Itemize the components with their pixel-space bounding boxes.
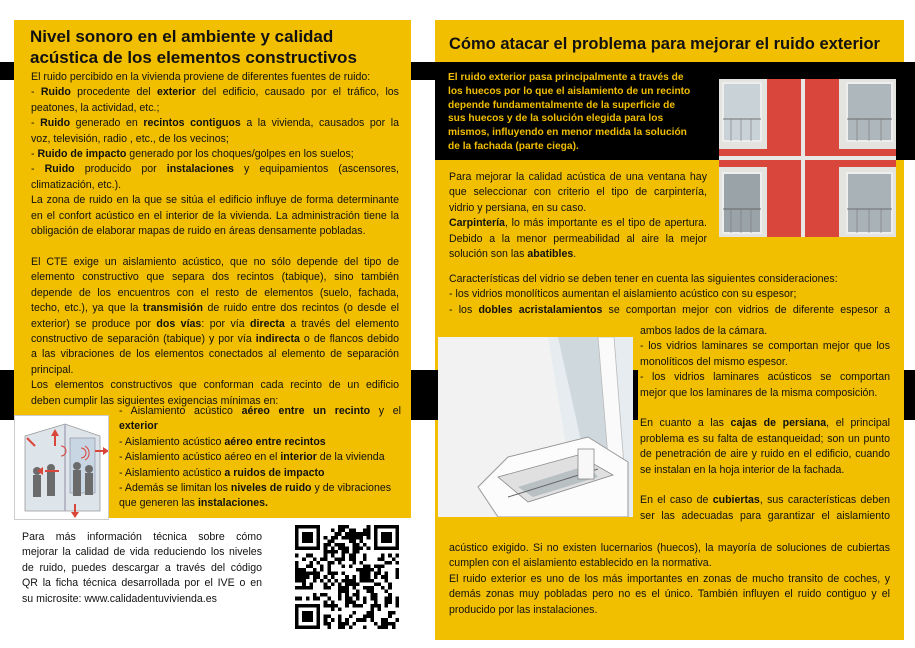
right-body-text-3: ambos lados de la cámara. - los vidrios laminares se comportan mejor que los monolíticos del mismo espesor. - los vidrios laminares acústicos se comportan mejor que los laminares de la misma composición. En cuanto a las cajas de persiana, el principal problema es su falta de estanqueidad; son un punto de penetración de aire y ruido en el edificio, cuando se instalan en la hoja interior de la fachada. En el caso de cubiertas, sus características deben ser las adecuadas para garantizar el aislamiento — [640, 325, 890, 522]
more-info-text: Para más información técnica sobre cómo mejorar la calidad de vida reduciendo los niveles de ruido, puedes descargar a través del código QR la ficha técnica desarrollada por el IVE o en su microsite: www.calidadentuvivienda.es — [22, 531, 262, 605]
window-profile-photo — [438, 337, 633, 517]
intro-text: El ruido percibido en la vivienda proviene de diferentes fuentes de ruido: — [31, 71, 371, 83]
right-body-text-1: Para mejorar la calidad acústica de una ventana hay que seleccionar con criterio el tipo de carpintería, vidrio y persiana, en su caso. Carpintería, lo más importante es el tipo de apertura. Debido a la menor permeabilidad al aire la mejor solución son las abatibles. — [449, 171, 707, 261]
highlight-text: El ruido exterior pasa principalmente a través de los huecos por lo que el aislamiento de un recinto depende fundamentalmente de la superficie de sus huecos y de la solución elegida para los mismos, influyendo en menor medida la solución de la fachada (parte ciega). — [448, 72, 691, 152]
left-body-text: El ruido percibido en la vivienda proviene de diferentes fuentes de ruido: - Ruido procedente del exterior del edificio, causado por el tráfico, los peatones, la actividad, etc.; - Ruido generado en recintos contiguos a la vivienda, causados por la voz, televisión, radio , etc., de los vecinos; - Ruido de impacto generado por los choques/golpes en los suelos; - Ruido producido por instalaciones y equipamientos (ascensores, climatización, etc.). La zona de ruido en la que se sitúa el edificio influye de forma determinante en el confort acústico en el interior de la vivienda. La administración tiene la obligación de elaborar mapas de ruido en áreas densamente pobladas. El CTE exige un aislamiento acústico, que no sólo depende del tipo de elemento constructivo que separa dos recintos (tabique), sino también depende de los encuentros con el resto de elementos (suelo, fachada, techo, etc.), ya que la transmisión de ruido entre dos recintos (o desde el exterior) se produce por dos vías: por vía directa a través del elemento constructivo de separación (tabique) y por vía indirecta o de flancos debido a las vibraciones de los elementos conectados al elemento de separación principal. Los elementos constructivos que conforman cada recinto de un edificio deben cumplir las siguientes exigencias mínimas en: — [31, 71, 399, 407]
qr-code[interactable] — [295, 525, 399, 629]
right-panel-title: Cómo atacar el problema para mejorar el ruido exterior — [449, 35, 880, 53]
noise-paths-diagram — [14, 415, 109, 520]
left-panel-title: Nivel sonoro en el ambiente y calidad acústica de los elementos constructivos — [30, 27, 357, 67]
facade-photo — [719, 79, 896, 237]
requirements-list: - Aislamiento acústico aéreo entre un recinto y el exterior - Aislamiento acústico aéreo entre recintos - Aislamiento acústico aéreo en el interior de la vivienda - Aislamiento acústico a ruidos de impacto - Además se limitan los niveles de ruido y de vibraciones que generen las instalaciones. — [119, 405, 401, 510]
right-body-text-2: Características del vidrio se deben tener en cuenta las siguientes consideraciones: - los vidrios monolíticos aumentan el aislamiento acústico con su espesor; - los dobles acristalamientos se comportan mejor con vidrios de diferente espesor a — [449, 273, 890, 316]
right-body-text-4: acústico exigido. Si no existen lucernarios (huecos), la mayoría de soluciones de cubiertas cumplen con el aislamiento establecido en la normativa. El ruido exterior es uno de los más importantes en zonas de mucho transito de coches, y demás zonas muy pobladas pero no es el único. También influyen el ruido contiguo y el producido por las instalaciones. — [449, 542, 890, 616]
